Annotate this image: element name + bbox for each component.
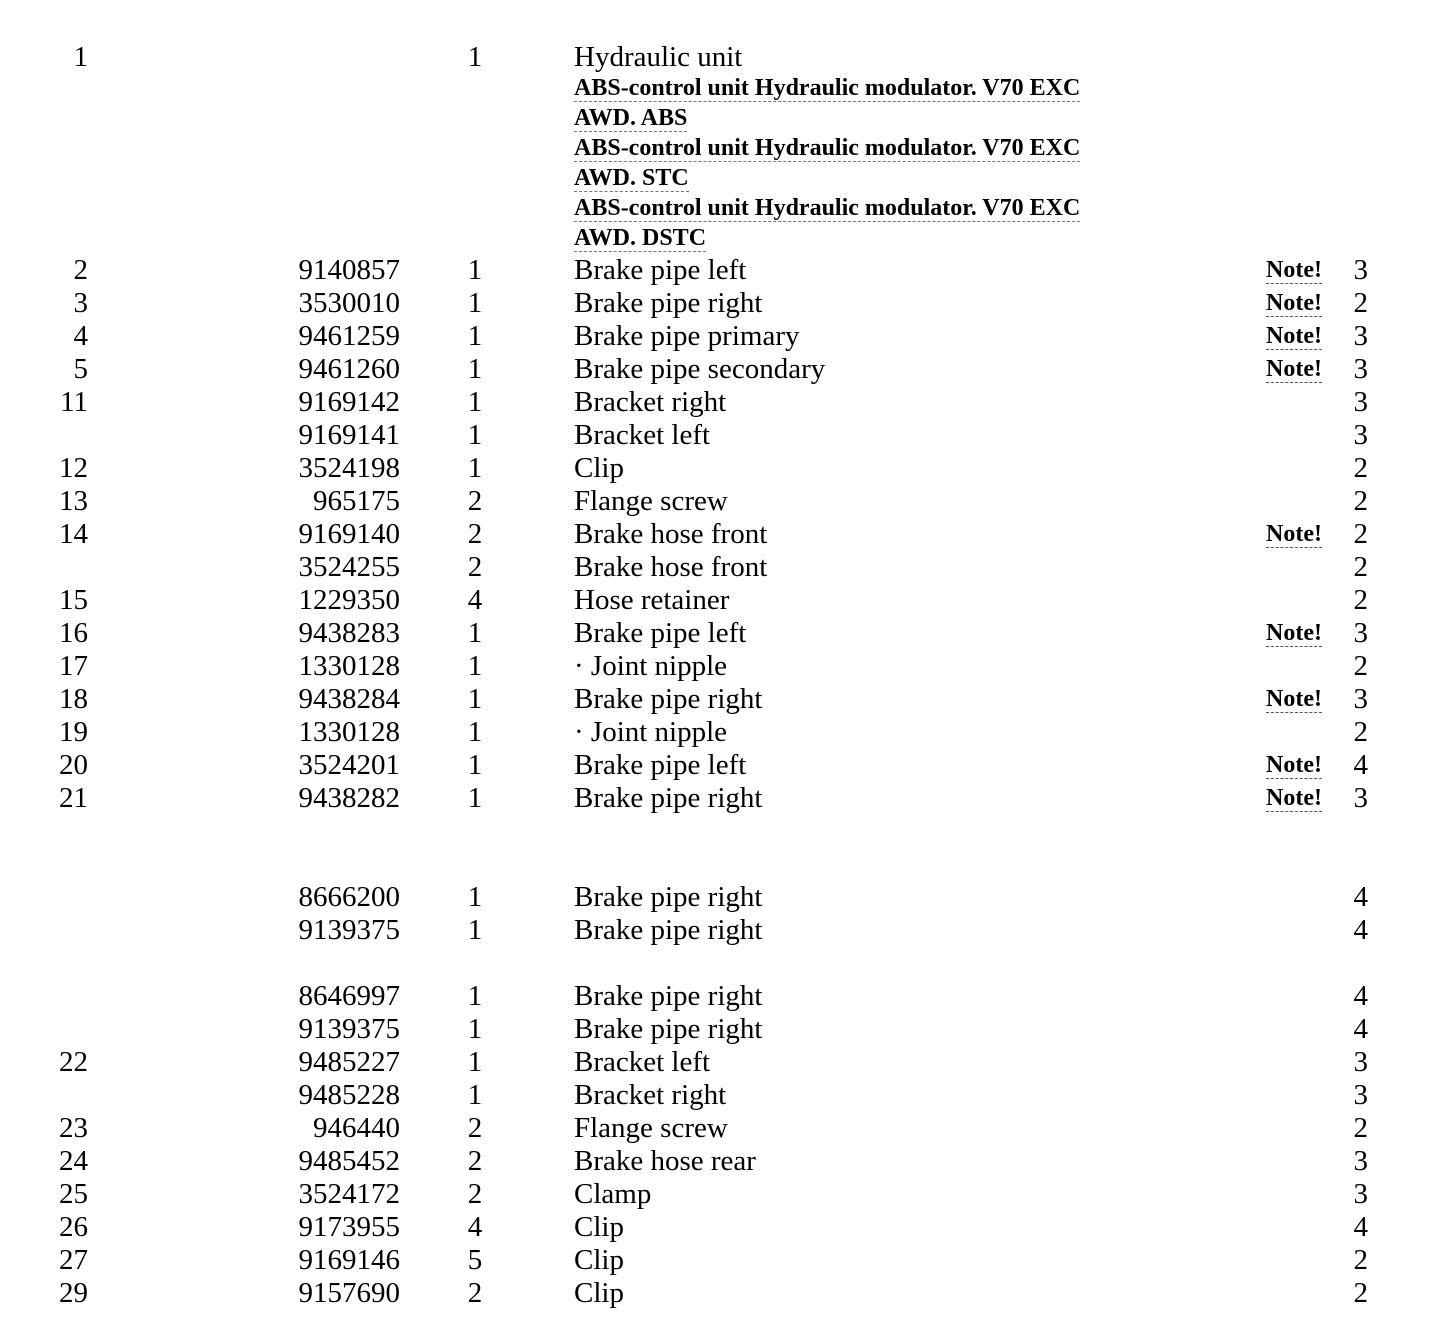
parts-row xyxy=(0,518,1456,551)
position-number: 21 xyxy=(59,782,88,814)
part-number: 9169141 xyxy=(298,419,400,451)
position-number: 12 xyxy=(59,452,88,484)
part-number: 9438284 xyxy=(298,683,400,715)
note-flag: Note! xyxy=(1266,752,1322,778)
code-number: 3 xyxy=(1353,320,1368,352)
quantity: 1 xyxy=(467,386,483,418)
quantity: 1 xyxy=(467,683,483,715)
description: Brake pipe right xyxy=(574,287,763,319)
parts-row xyxy=(0,749,1456,782)
position-number: 27 xyxy=(59,1244,88,1276)
description: Bracket right xyxy=(574,1079,727,1111)
part-number: 3524198 xyxy=(298,452,400,484)
variant-line: ABS-control unit Hydraulic modulator. V70 EXC xyxy=(574,75,1081,101)
note-flag: Note! xyxy=(1266,521,1322,547)
part-number: 9173955 xyxy=(298,1211,400,1243)
parts-row xyxy=(0,386,1456,419)
parts-row xyxy=(0,1244,1456,1277)
part-number: 9438282 xyxy=(298,782,400,814)
code-number: 2 xyxy=(1353,1277,1368,1309)
code-number: 2 xyxy=(1353,716,1368,748)
description: Brake pipe right xyxy=(574,1013,763,1045)
description: Brake pipe right xyxy=(574,980,763,1012)
quantity: 4 xyxy=(467,1211,483,1243)
part-number: 9485452 xyxy=(298,1145,400,1177)
parts-row xyxy=(0,1112,1456,1145)
position-number: 18 xyxy=(59,683,88,715)
note-flag: Note! xyxy=(1266,257,1322,283)
code-number: 3 xyxy=(1353,1145,1368,1177)
position-number: 20 xyxy=(59,749,88,781)
position-number: 5 xyxy=(73,353,88,385)
position-number: 17 xyxy=(59,650,88,682)
note-flag: Note! xyxy=(1266,323,1322,349)
quantity: 1 xyxy=(467,782,483,814)
position-number: 1 xyxy=(73,41,88,73)
code-number: 4 xyxy=(1353,1013,1368,1045)
part-number: 3530010 xyxy=(298,287,400,319)
position-number: 13 xyxy=(59,485,88,517)
description: Brake pipe right xyxy=(574,914,763,946)
quantity: 5 xyxy=(467,1244,483,1276)
description: · Joint nipple xyxy=(574,650,728,682)
code-number: 2 xyxy=(1353,485,1368,517)
parts-row xyxy=(0,1277,1456,1310)
position-number: 22 xyxy=(59,1046,88,1078)
position-number: 25 xyxy=(59,1178,88,1210)
part-number: 1330128 xyxy=(298,650,400,682)
code-number: 2 xyxy=(1353,584,1368,616)
quantity: 1 xyxy=(467,749,483,781)
description: Brake pipe secondary xyxy=(574,353,826,385)
quantity: 2 xyxy=(467,485,483,517)
code-number: 2 xyxy=(1353,551,1368,583)
code-number: 2 xyxy=(1353,1112,1368,1144)
part-number: 965175 xyxy=(313,485,400,517)
quantity: 1 xyxy=(467,881,483,913)
parts-row xyxy=(0,419,1456,452)
description: Bracket left xyxy=(574,419,711,451)
quantity: 1 xyxy=(467,1079,483,1111)
variant-line: AWD. ABS xyxy=(574,105,688,131)
code-number: 2 xyxy=(1353,452,1368,484)
quantity: 2 xyxy=(467,1178,483,1210)
parts-row xyxy=(0,716,1456,749)
parts-row xyxy=(0,1145,1456,1178)
part-number: 9438283 xyxy=(298,617,400,649)
code-number: 3 xyxy=(1353,617,1368,649)
quantity: 2 xyxy=(467,1112,483,1144)
description: Brake pipe primary xyxy=(574,320,800,352)
part-number: 9139375 xyxy=(298,1013,400,1045)
parts-row xyxy=(0,287,1456,320)
part-number: 8646997 xyxy=(298,980,400,1012)
position-number: 15 xyxy=(59,584,88,616)
description: Brake hose front xyxy=(574,551,768,583)
variant-line: AWD. DSTC xyxy=(574,225,707,251)
parts-row xyxy=(0,1079,1456,1112)
quantity: 1 xyxy=(467,419,483,451)
code-number: 4 xyxy=(1353,980,1368,1012)
code-number: 3 xyxy=(1353,386,1368,418)
position-number: 14 xyxy=(59,518,88,550)
parts-row xyxy=(0,353,1456,386)
code-number: 3 xyxy=(1353,1046,1368,1078)
code-number: 4 xyxy=(1353,914,1368,946)
description: Hydraulic unit xyxy=(574,41,743,73)
code-number: 3 xyxy=(1353,1079,1368,1111)
part-number: 3524172 xyxy=(298,1178,400,1210)
code-number: 4 xyxy=(1353,749,1368,781)
part-number: 3524201 xyxy=(298,749,400,781)
parts-row xyxy=(0,551,1456,584)
code-number: 2 xyxy=(1353,650,1368,682)
description: Brake pipe right xyxy=(574,683,763,715)
part-number: 9485228 xyxy=(298,1079,400,1111)
parts-row xyxy=(0,650,1456,683)
quantity: 1 xyxy=(467,650,483,682)
parts-row xyxy=(0,980,1456,1013)
quantity: 2 xyxy=(467,551,483,583)
quantity: 1 xyxy=(467,914,483,946)
code-number: 4 xyxy=(1353,1211,1368,1243)
code-number: 3 xyxy=(1353,782,1368,814)
position-number: 16 xyxy=(59,617,88,649)
parts-row xyxy=(0,1013,1456,1046)
code-number: 3 xyxy=(1353,1178,1368,1210)
position-number: 29 xyxy=(59,1277,88,1309)
part-number: 9139375 xyxy=(298,914,400,946)
parts-row xyxy=(0,914,1456,947)
quantity: 1 xyxy=(467,1046,483,1078)
part-number: 9461260 xyxy=(298,353,400,385)
variant-line: ABS-control unit Hydraulic modulator. V70 EXC xyxy=(574,135,1081,161)
code-number: 3 xyxy=(1353,353,1368,385)
description: · Joint nipple xyxy=(574,716,728,748)
description: Flange screw xyxy=(574,485,728,517)
note-flag: Note! xyxy=(1266,290,1322,316)
quantity: 2 xyxy=(467,1145,483,1177)
code-number: 2 xyxy=(1353,287,1368,319)
parts-row xyxy=(0,881,1456,914)
part-number: 9485227 xyxy=(298,1046,400,1078)
description: Bracket left xyxy=(574,1046,711,1078)
part-number: 9169142 xyxy=(298,386,400,418)
position-number: 2 xyxy=(73,254,88,286)
code-number: 2 xyxy=(1353,1244,1368,1276)
position-number: 3 xyxy=(73,287,88,319)
parts-row xyxy=(0,1211,1456,1244)
parts-row xyxy=(0,1046,1456,1079)
part-number: 946440 xyxy=(313,1112,400,1144)
position-number: 4 xyxy=(73,320,88,352)
description: Brake pipe left xyxy=(574,749,747,781)
position-number: 11 xyxy=(60,386,88,418)
quantity: 1 xyxy=(467,617,483,649)
quantity: 1 xyxy=(467,254,483,286)
position-number: 23 xyxy=(59,1112,88,1144)
quantity: 1 xyxy=(467,1013,483,1045)
part-number: 9169140 xyxy=(298,518,400,550)
quantity: 1 xyxy=(467,353,483,385)
parts-row xyxy=(0,782,1456,815)
description: Flange screw xyxy=(574,1112,728,1144)
quantity: 4 xyxy=(467,584,483,616)
position-number: 24 xyxy=(59,1145,88,1177)
parts-row xyxy=(0,254,1456,287)
quantity: 2 xyxy=(467,518,483,550)
code-number: 3 xyxy=(1353,419,1368,451)
description: Hose retainer xyxy=(574,584,730,616)
part-number: 9140857 xyxy=(298,254,400,286)
quantity: 1 xyxy=(467,320,483,352)
description: Clip xyxy=(574,1211,624,1243)
note-flag: Note! xyxy=(1266,620,1322,646)
code-number: 3 xyxy=(1353,254,1368,286)
parts-row xyxy=(0,452,1456,485)
part-number: 9461259 xyxy=(298,320,400,352)
part-number: 9169146 xyxy=(298,1244,400,1276)
part-number: 8666200 xyxy=(298,881,400,913)
description: Brake pipe right xyxy=(574,881,763,913)
parts-row xyxy=(0,1178,1456,1211)
parts-row xyxy=(0,584,1456,617)
description: Brake pipe right xyxy=(574,782,763,814)
part-number: 1229350 xyxy=(298,584,400,616)
position-number: 19 xyxy=(59,716,88,748)
parts-row xyxy=(0,617,1456,650)
description: Clip xyxy=(574,1244,624,1276)
description: Clamp xyxy=(574,1178,652,1210)
part-number: 9157690 xyxy=(298,1277,400,1309)
description: Bracket right xyxy=(574,386,727,418)
description: Clip xyxy=(574,1277,624,1309)
position-number: 26 xyxy=(59,1211,88,1243)
code-number: 2 xyxy=(1353,518,1368,550)
description: Brake hose front xyxy=(574,518,768,550)
description: Clip xyxy=(574,452,624,484)
part-number: 1330128 xyxy=(298,716,400,748)
quantity: 1 xyxy=(467,452,483,484)
quantity: 1 xyxy=(467,41,483,73)
variant-line: AWD. STC xyxy=(574,165,689,191)
parts-row-header xyxy=(0,41,1456,74)
code-number: 4 xyxy=(1353,881,1368,913)
parts-row xyxy=(0,683,1456,716)
note-flag: Note! xyxy=(1266,686,1322,712)
description: Brake hose rear xyxy=(574,1145,756,1177)
part-number: 3524255 xyxy=(298,551,400,583)
description: Brake pipe left xyxy=(574,617,747,649)
note-flag: Note! xyxy=(1266,356,1322,382)
note-flag: Note! xyxy=(1266,785,1322,811)
parts-row xyxy=(0,320,1456,353)
quantity: 2 xyxy=(467,1277,483,1309)
quantity: 1 xyxy=(467,716,483,748)
code-number: 3 xyxy=(1353,683,1368,715)
quantity: 1 xyxy=(467,287,483,319)
variant-line: ABS-control unit Hydraulic modulator. V70 EXC xyxy=(574,195,1081,221)
description: Brake pipe left xyxy=(574,254,747,286)
quantity: 1 xyxy=(467,980,483,1012)
parts-row xyxy=(0,485,1456,518)
